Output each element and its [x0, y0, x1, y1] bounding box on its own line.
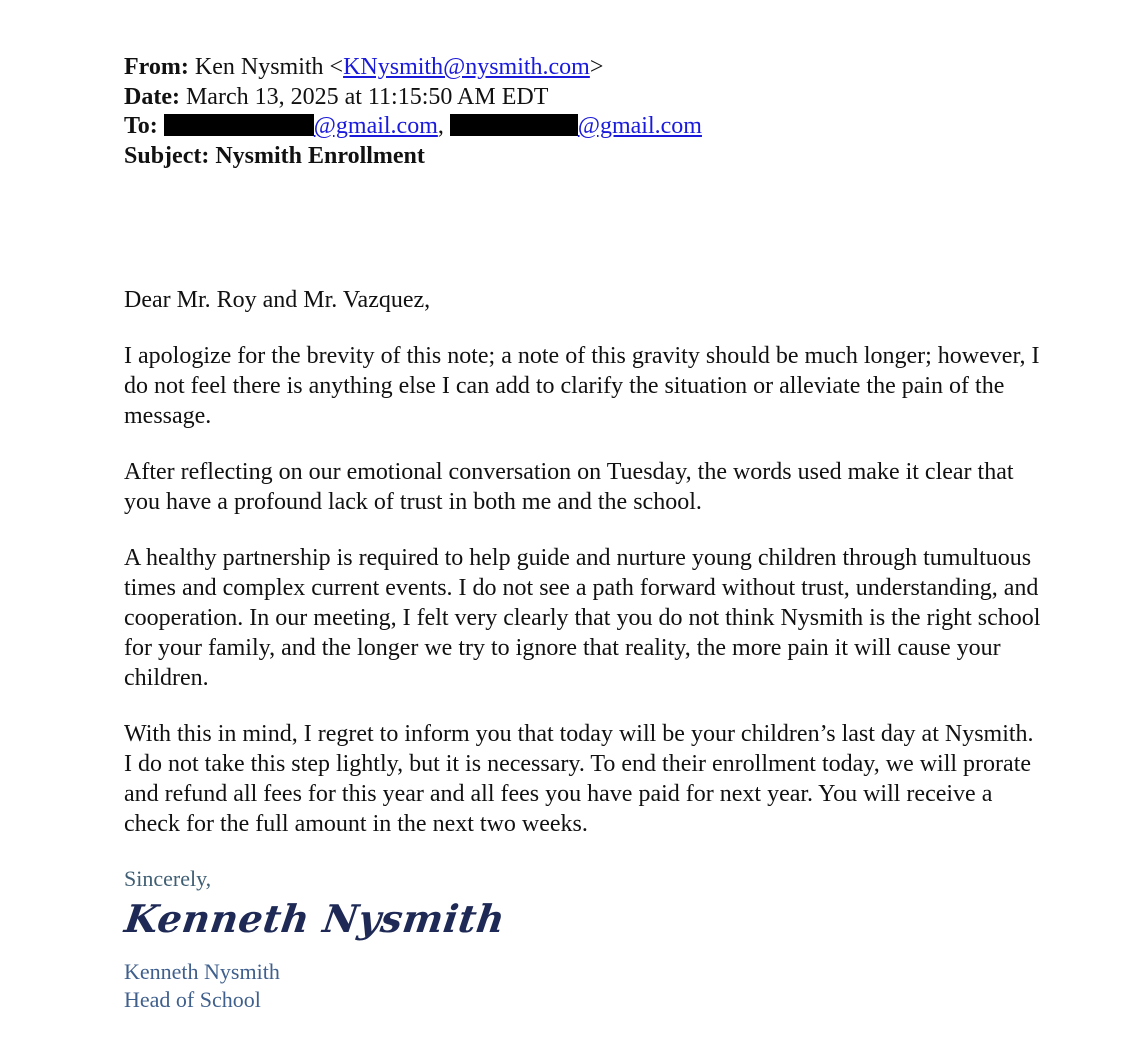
greeting: Dear Mr. Roy and Mr. Vazquez,: [124, 287, 431, 313]
to-email-2-link[interactable]: [450, 113, 702, 139]
signer-name: Kenneth Nysmith: [124, 959, 280, 984]
to-email-1-link[interactable]: [164, 113, 438, 139]
to-email-2-suffix: @gmail.com: [577, 113, 702, 139]
body-paragraph-4: With this in mind, I regret to inform you that today will be your children’s last day at Nysmith. I do not take this step lightly, but it is necessary. To end their enrollment today, we will prorate and refund all fees for this year and all fees you have paid for next year. You will receive a check for the full amount in the next two weeks.: [124, 721, 1034, 837]
signature-block: [124, 958, 280, 1014]
signer-title: Head of School: [124, 987, 261, 1012]
from-label: From:: [124, 54, 189, 80]
from-close: >: [589, 54, 604, 80]
date-line: [124, 83, 702, 113]
from-email-link[interactable]: KNysmith@nysmith.com: [343, 54, 590, 80]
from-line: [124, 53, 702, 83]
subject-value: Nysmith Enrollment: [215, 142, 425, 169]
body-paragraph-3: A healthy partnership is required to help guide and nurture young children through tumultuous times and complex current events. I do not see a path forward without trust, understanding, and cooperation. In our meeting, I felt very clearly that you do not think Nysmith is the right school for your family, and the longer we try to ignore that reality, the more pain it will cause your children.: [124, 545, 1041, 691]
date-label: Date:: [124, 83, 180, 110]
email-body: [124, 285, 1044, 865]
handwritten-signature: Kenneth Nysmith: [122, 896, 509, 941]
email-header: [124, 53, 702, 171]
subject-label: Subject:: [124, 142, 210, 169]
redaction-bar-1: [164, 114, 314, 136]
to-label: To:: [124, 113, 158, 139]
body-paragraph-1: I apologize for the brevity of this note; a note of this gravity should be much longer; however, I do not feel there is anything else I can add to clarify the situation or alleviate the pain of the message.: [124, 343, 1040, 429]
to-separator: ,: [437, 113, 444, 139]
to-email-1-suffix: @gmail.com: [313, 113, 438, 139]
to-line: [124, 112, 702, 142]
valediction: Sincerely,: [124, 866, 212, 891]
redaction-bar-2: [450, 114, 578, 136]
body-paragraph-2: After reflecting on our emotional conversation on Tuesday, the words used make it clear that you have a profound lack of trust in both me and the school.: [124, 459, 1014, 515]
from-name: Ken Nysmith <: [194, 54, 344, 80]
subject-line: [124, 142, 702, 172]
date-value: March 13, 2025 at 11:15:50 AM EDT: [185, 83, 549, 110]
